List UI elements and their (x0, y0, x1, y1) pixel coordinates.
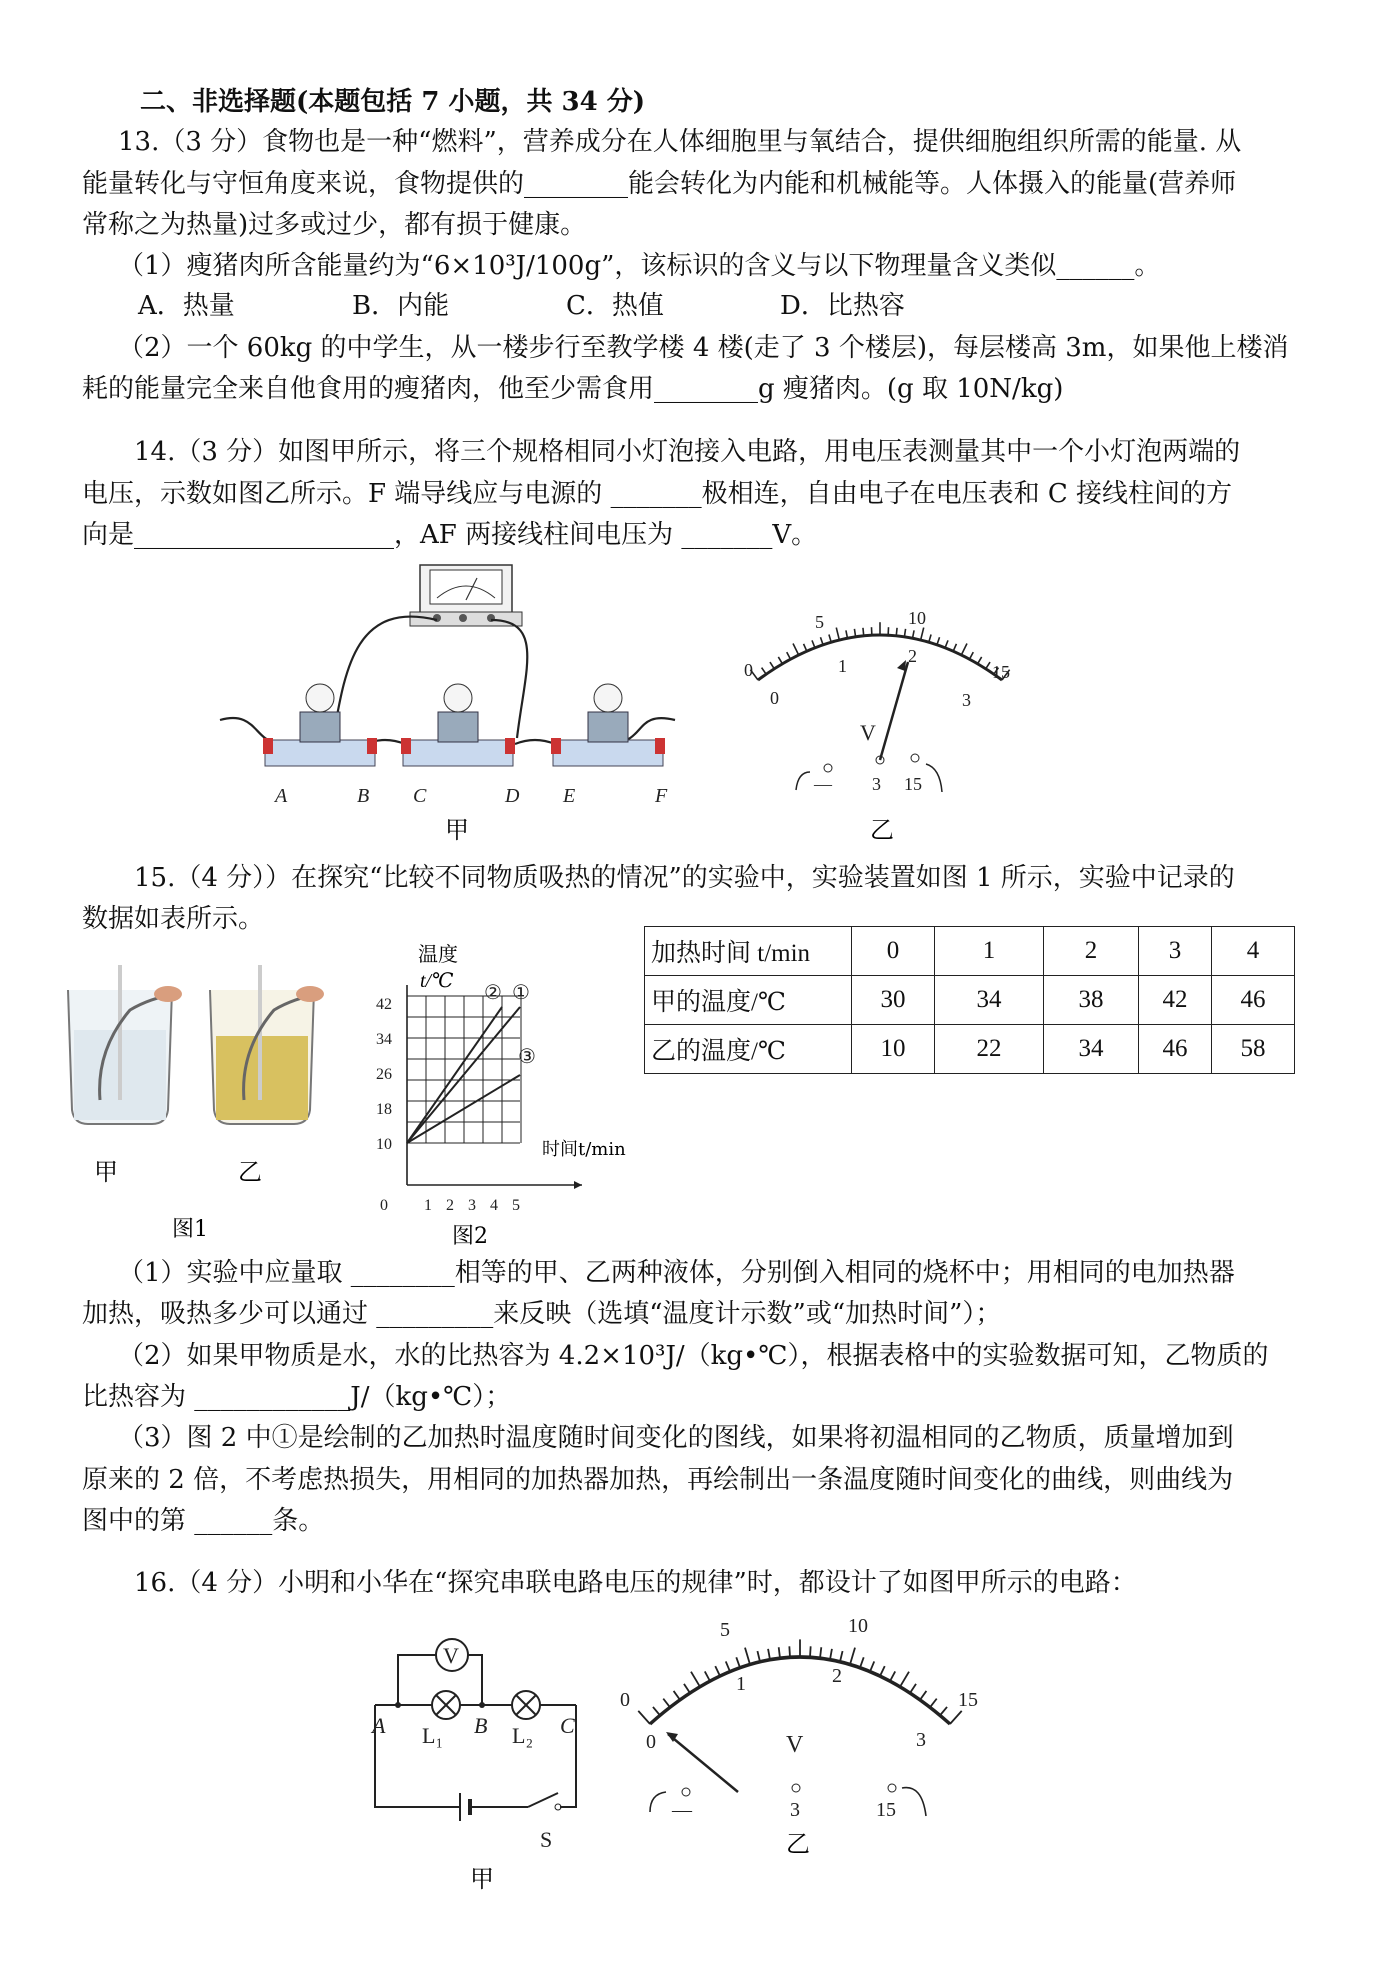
q15-line1: 15.（4 分））在探究“比较不同物质吸热的情况”的实验中，实验装置如图 1 所示，实验中记录的 (134, 863, 1235, 893)
dial-inner-0: 0 (770, 688, 779, 708)
circuit-point-c: C (560, 1713, 575, 1738)
post-negative: — (814, 774, 832, 794)
table-header-cell: 0 (852, 927, 935, 976)
graph-xtick: 4 (490, 1197, 498, 1214)
table-cell: 乙的温度/℃ (645, 1025, 852, 1074)
q14-line3: 向是____________________，AF 两接线柱间电压为 _______V。 (82, 520, 818, 550)
dial2-outer-10: 10 (848, 1615, 868, 1637)
table-cell: 22 (935, 1025, 1044, 1074)
q13-line3: 常称之为热量)过多或过少，都有损于健康。 (82, 210, 587, 240)
q15-temperature-graph (370, 935, 650, 1255)
post-3: 3 (872, 774, 881, 794)
q14-line1: 14.（3 分）如图甲所示，将三个规格相同小灯泡接入电路，用电压表测量其中一个小灯泡两端的 (134, 437, 1241, 467)
graph-ytick: 26 (376, 1066, 392, 1083)
graph-label-3: ③ (518, 1044, 536, 1068)
table-cell: 46 (1139, 1025, 1212, 1074)
dial2-inner-0: 0 (646, 1731, 656, 1753)
graph-xtick: 1 (424, 1197, 432, 1214)
q13-line7: 耗的能量完全来自他食用的瘦猪肉，他至少需食用________g 瘦猪肉。(g 取 10N/kg) (82, 374, 1064, 404)
table-header-cell: 3 (1139, 927, 1212, 976)
graph-ytick: 42 (376, 996, 392, 1013)
table-cell: 42 (1139, 976, 1212, 1025)
dial2-outer-15: 15 (958, 1689, 978, 1711)
dial2-inner-3: 3 (916, 1729, 926, 1751)
terminal-a: A (275, 785, 288, 807)
bulb-board-2 (401, 684, 515, 766)
table-header-cell: 4 (1212, 927, 1295, 976)
dial-inner-1: 1 (838, 656, 847, 676)
post2-15: 15 (876, 1799, 896, 1821)
q14-caption-yi: 乙 (870, 816, 894, 844)
table-cell: 甲的温度/℃ (645, 976, 852, 1025)
dial-inner-2: 2 (908, 646, 917, 666)
q16-caption-jia: 甲 (470, 1865, 494, 1893)
terminal-d: D (505, 785, 520, 807)
table-cell: 34 (1044, 1025, 1139, 1074)
graph-label-2: ② (484, 980, 502, 1004)
dial-v-symbol: V (860, 720, 876, 745)
q16-line1: 16.（4 分）小明和小华在“探究串联电路电压的规律”时，都设计了如图甲所示的电路： (134, 1568, 1137, 1598)
q16-caption-yi: 乙 (786, 1830, 810, 1858)
q15-part3-line3: 图中的第 ______条。 (82, 1506, 325, 1536)
graph-xtick: 3 (468, 1197, 476, 1214)
q15-part3-line1: （3）图 2 中①是绘制的乙加热时温度随时间变化的图线，如果将初温相同的乙物质，质量增加到 (118, 1423, 1234, 1453)
q14-line2: 电压，示数如图乙所示。F 端导线应与电源的 _______极相连，自由电子在电压表和 C 接线柱间的方 (82, 479, 1232, 509)
dial2-inner-1: 1 (736, 1673, 746, 1695)
dial-outer-15: 15 (992, 662, 1010, 682)
dial2-v-symbol: V (786, 1732, 804, 1758)
terminal-c: C (413, 785, 427, 807)
section-title: 二、非选择题(本题包括 7 小题，共 34 分) (140, 87, 646, 117)
fig1-caption: 图1 (172, 1217, 208, 1242)
q14-meter-dial-figure (730, 600, 1030, 850)
dial-outer-10: 10 (908, 608, 926, 628)
graph-xtick: 5 (512, 1197, 520, 1214)
q15-beakers-figure (60, 960, 360, 1250)
q14-bulb-circuit-figure (215, 560, 695, 850)
beaker-yi-label: 乙 (238, 1158, 262, 1186)
q13-option-c: C．热值 (566, 291, 664, 321)
graph-xtick: 0 (380, 1197, 388, 1214)
graph-ylabel-2: t/℃ (420, 970, 454, 992)
table-cell: 38 (1044, 976, 1139, 1025)
terminal-b: B (357, 785, 370, 807)
dial2-inner-2: 2 (832, 1665, 842, 1687)
graph-xlabel: 时间t/min (542, 1139, 626, 1160)
post2-3: 3 (790, 1799, 800, 1821)
beaker-jia-label: 甲 (94, 1158, 118, 1186)
q16-meter-dial-figure (610, 1612, 990, 1862)
terminal-e: E (563, 785, 576, 807)
q16-series-circuit (370, 1625, 600, 1895)
q14-caption-jia: 甲 (445, 816, 469, 844)
q13-option-d: D．比热容 (780, 291, 905, 321)
table-row (645, 927, 1295, 976)
circuit-s-label: S (540, 1827, 553, 1852)
dial2-needle (668, 1734, 738, 1792)
dial2-outer-5: 5 (720, 1619, 730, 1641)
graph-ytick: 18 (376, 1101, 392, 1118)
dial-outer-5: 5 (815, 612, 824, 632)
graph-xtick: 2 (446, 1197, 454, 1214)
bulb-board-3 (551, 684, 665, 766)
q15-part3-line2: 原来的 2 倍，不考虑热损失，用相同的加热器加热，再绘制出一条温度随时间变化的曲线，则曲线为 (82, 1465, 1234, 1495)
q13-line4: （1）瘦猪肉所含能量约为“6×10³J/100g”，该标识的含义与以下物理量含义类似______。 (118, 251, 1161, 281)
beaker-jia (68, 965, 182, 1124)
table-header-cell: 加热时间 t/min (645, 927, 852, 976)
q13-line1: 13.（3 分）食物也是一种“燃料”，营养成分在人体细胞里与氧结合，提供细胞组织所需的能量. 从 (118, 127, 1242, 157)
table-cell: 46 (1212, 976, 1295, 1025)
table-cell: 58 (1212, 1025, 1295, 1074)
fig2-caption: 图2 (452, 1224, 488, 1249)
dial-inner-3: 3 (962, 690, 971, 710)
dial-needle (880, 662, 908, 760)
q13-option-b: B．内能 (352, 291, 450, 321)
q13-line6: （2）一个 60kg 的中学生，从一楼步行至教学楼 4 楼(走了 3 个楼层)，每层楼高 3m，如果他上楼消 (118, 333, 1289, 363)
table-row (645, 976, 1295, 1025)
table-cell: 30 (852, 976, 935, 1025)
q15-data-table (644, 926, 1295, 1074)
q15-line2: 数据如表所示。 (82, 904, 265, 934)
q15-part2-line1: （2）如果甲物质是水，水的比热容为 4.2×10³J/（kg•℃），根据表格中的实验数据可知，乙物质的 (118, 1341, 1269, 1371)
q15-part1-line2: 加热，吸热多少可以通过 _________来反映（选填“温度计示数”或“加热时间”）； (82, 1299, 1002, 1329)
table-header-cell: 1 (935, 927, 1044, 976)
table-cell: 34 (935, 976, 1044, 1025)
q13-option-a: A．热量 (138, 291, 235, 321)
graph-line-2 (407, 1007, 502, 1143)
circuit-point-b: B (474, 1713, 488, 1738)
circuit-l2-label: L₂ (512, 1723, 534, 1748)
dial-outer-0: 0 (744, 660, 753, 680)
dial2-outer-0: 0 (620, 1689, 630, 1711)
circuit-point-a: A (372, 1713, 386, 1738)
bulb-board-1 (263, 684, 377, 766)
table-cell: 10 (852, 1025, 935, 1074)
graph-label-1: ① (512, 980, 530, 1004)
table-row (645, 1025, 1295, 1074)
post-15: 15 (904, 774, 922, 794)
terminal-f: F (655, 785, 668, 807)
table-header-cell: 2 (1044, 927, 1139, 976)
circuit-l1-label: L₁ (422, 1723, 444, 1748)
graph-ytick: 10 (376, 1136, 392, 1153)
post2-negative: — (672, 1799, 692, 1821)
q13-line2: 能量转化与守恒角度来说，食物提供的________能会转化为内能和机械能等。人体摄入的能量(营养师 (82, 169, 1237, 199)
q15-part1-line1: （1）实验中应量取 ________相等的甲、乙两种液体，分别倒入相同的烧杯中；用相同的电加热器 (118, 1258, 1235, 1288)
beaker-yi (210, 965, 324, 1124)
q15-part2-line2: 比热容为 ____________J/（kg•℃）； (82, 1382, 512, 1412)
circuit-v-label: V (443, 1643, 459, 1668)
graph-ylabel-1: 温度 (418, 942, 458, 966)
graph-ytick: 34 (376, 1031, 392, 1048)
